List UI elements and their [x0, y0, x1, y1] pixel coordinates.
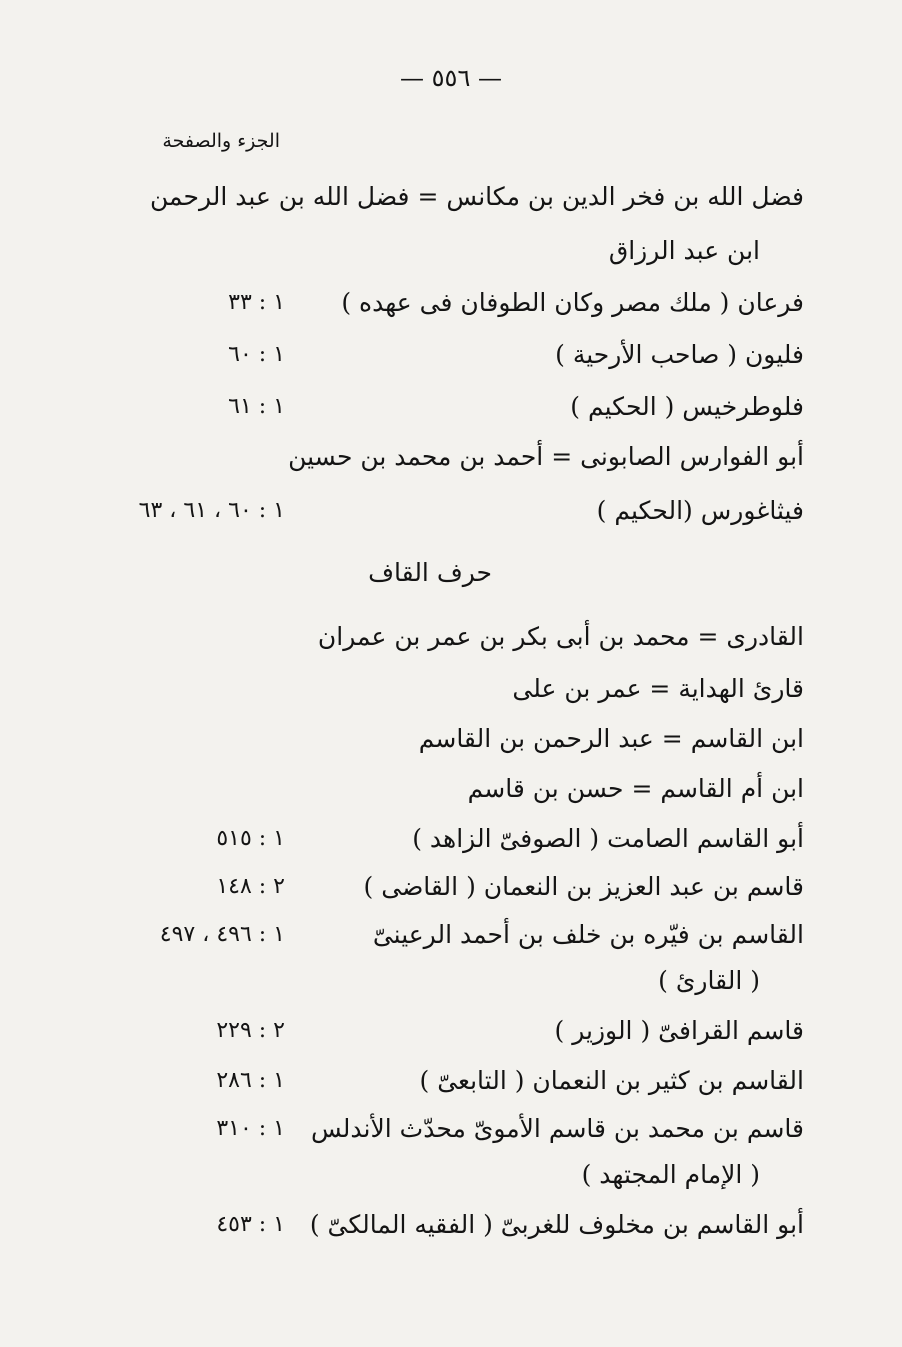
volume-page-ref: ١ : ٣٣ — [228, 290, 285, 315]
index-entry: فرعان ( ملك مصر وكان الطوفان فى عهده ) — [341, 288, 804, 317]
section-heading: حرف القاف — [368, 558, 492, 587]
index-entry: أبو القاسم الصامت ( الصوفىّ الزاهد ) — [412, 824, 804, 853]
volume-page-ref: ١ : ٦٠ ، ٦١ ، ٦٣ — [138, 498, 285, 523]
index-entry: ابن القاسم = عبد الرحمن بن القاسم — [418, 724, 804, 753]
page-number: — ٥٥٦ — — [400, 64, 502, 92]
index-entry: فضل الله بن فخر الدين بن مكانس = فضل الله بن عبد الرحمن — [150, 182, 804, 211]
volume-page-ref: ١ : ٤٥٣ — [216, 1212, 285, 1237]
index-entry: أبو القاسم بن مخلوف للغربىّ ( الفقيه المالكىّ ) — [309, 1210, 804, 1239]
volume-page-ref: ١ : ٤٩٦ ، ٤٩٧ — [159, 922, 285, 947]
index-entry: القاسم بن كثير بن النعمان ( التابعىّ ) — [419, 1066, 804, 1095]
volume-page-ref: ٢ : ١٤٨ — [216, 874, 285, 899]
volume-page-ref: ١ : ٢٨٦ — [216, 1068, 285, 1093]
index-entry: القادرى = محمد بن أبى بكر بن عمر بن عمران — [317, 622, 804, 651]
volume-page-ref: ١ : ٦١ — [228, 394, 285, 419]
volume-page-ref: ١ : ٥١٥ — [216, 826, 285, 851]
index-entry: قارئ الهداية = عمر بن على — [512, 674, 804, 703]
volume-page-ref: ١ : ٣١٠ — [216, 1116, 285, 1141]
index-entry: قاسم بن عبد العزيز بن النعمان ( القاضى ) — [363, 872, 804, 901]
index-entry: أبو الفوارس الصابونى = أحمد بن محمد بن حسين — [288, 442, 804, 471]
volume-page-ref: ١ : ٦٠ — [228, 342, 285, 367]
index-entry-continuation: ابن عبد الرزاق — [608, 236, 760, 265]
index-entry: فليون ( صاحب الأرحية ) — [555, 340, 804, 369]
index-entry-continuation: ( القارئ ) — [658, 966, 760, 995]
index-entry-continuation: ( الإمام المجتهد ) — [581, 1160, 760, 1189]
volume-page-ref: ٢ : ٢٢٩ — [216, 1018, 285, 1043]
index-entry: القاسم بن فيّره بن خلف بن أحمد الرعينىّ — [372, 920, 804, 949]
index-entry: فلوطرخيس ( الحكيم ) — [570, 392, 804, 421]
index-entry: فيثاغورس (الحكيم ) — [596, 496, 804, 525]
column-header: الجزء والصفحة — [162, 130, 280, 152]
index-entry: ابن أم القاسم = حسن بن قاسم — [467, 774, 804, 803]
index-entry: قاسم بن محمد بن قاسم الأموىّ محدّث الأندلس — [310, 1114, 804, 1143]
index-entry: قاسم القرافىّ ( الوزير ) — [554, 1016, 804, 1045]
